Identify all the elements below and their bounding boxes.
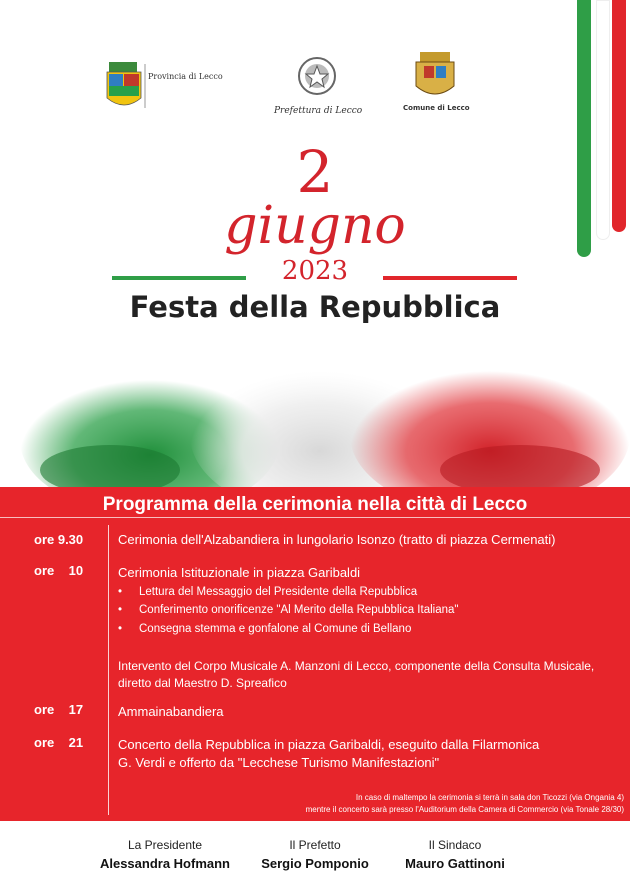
bullet-text: Lettura del Messaggio del Presidente della Repubblica — [139, 586, 418, 598]
weather-note-2: mentre il concerto sarà presso l'Auditorium della Camera di Commercio (via Tonale 28/30) — [305, 805, 624, 814]
title-month: giugno — [224, 196, 406, 256]
signature-sindaco — [380, 838, 530, 871]
title-year: 2023 — [281, 256, 349, 286]
signature-prefetto — [240, 838, 390, 871]
event-1: Cerimonia dell'Alzabandiera in lungolario Isonzo (tratto di piazza Cermenati) — [118, 532, 556, 547]
event-2-extra-1: Intervento del Corpo Musicale A. Manzoni di Lecco, componente della Consulta Musicale, — [118, 659, 595, 673]
prefettura-label: Prefettura di Lecco — [274, 106, 363, 116]
time-1: ore 9.30 — [34, 532, 84, 547]
event-2: Cerimonia Istituzionale in piazza Garibaldi — [118, 565, 361, 580]
time-3: ore 17 — [34, 702, 84, 717]
programme-panel — [0, 487, 630, 821]
programme-heading: Programma della cerimonia nella città di Lecco — [102, 494, 528, 515]
provincia-label: Provincia di Lecco — [148, 72, 223, 81]
signature-name: Mauro Gattinoni — [405, 856, 505, 871]
signature-role: Il Sindaco — [428, 838, 482, 852]
event-4-line2: G. Verdi e offerto da "Lecchese Turismo Manifestazioni" — [118, 755, 440, 770]
event-4-line1: Concerto della Repubblica in piazza Garibaldi, eseguito dalla Filarmonica — [118, 737, 540, 752]
weather-note-1: In caso di maltempo la cerimonia si terrà in sala don Ticozzi (via Ongania 4) — [355, 793, 624, 802]
bullet-item — [118, 623, 411, 635]
bullet-item — [118, 604, 458, 616]
panel-divider — [0, 517, 630, 518]
bullet-text: Consegna stemma e gonfalone al Comune di Bellano — [139, 623, 412, 635]
comune-label: Comune di Lecco — [403, 104, 470, 112]
time-2: ore 10 — [34, 563, 84, 578]
event-2-extra-2: diretto dal Maestro D. Spreafico — [118, 676, 287, 690]
signature-role: La Presidente — [127, 838, 203, 852]
signature-presidente — [90, 838, 240, 871]
page-title: Festa della Repubblica — [129, 290, 501, 324]
timeline-divider — [108, 525, 109, 815]
signature-role: Il Prefetto — [289, 838, 341, 852]
provincia-emblem — [103, 58, 233, 114]
bullet-item — [118, 586, 417, 598]
tricolor-powder-illustration — [0, 320, 630, 490]
signature-name: Alessandra Hofmann — [99, 856, 231, 871]
event-3: Ammainabandiera — [118, 704, 224, 719]
title-day: 2 — [296, 138, 334, 206]
signature-name: Sergio Pomponio — [261, 856, 369, 871]
time-4: ore 21 — [34, 735, 84, 750]
bullet-text: Conferimento onorificenze "Al Merito della Repubblica Italiana" — [139, 604, 459, 616]
